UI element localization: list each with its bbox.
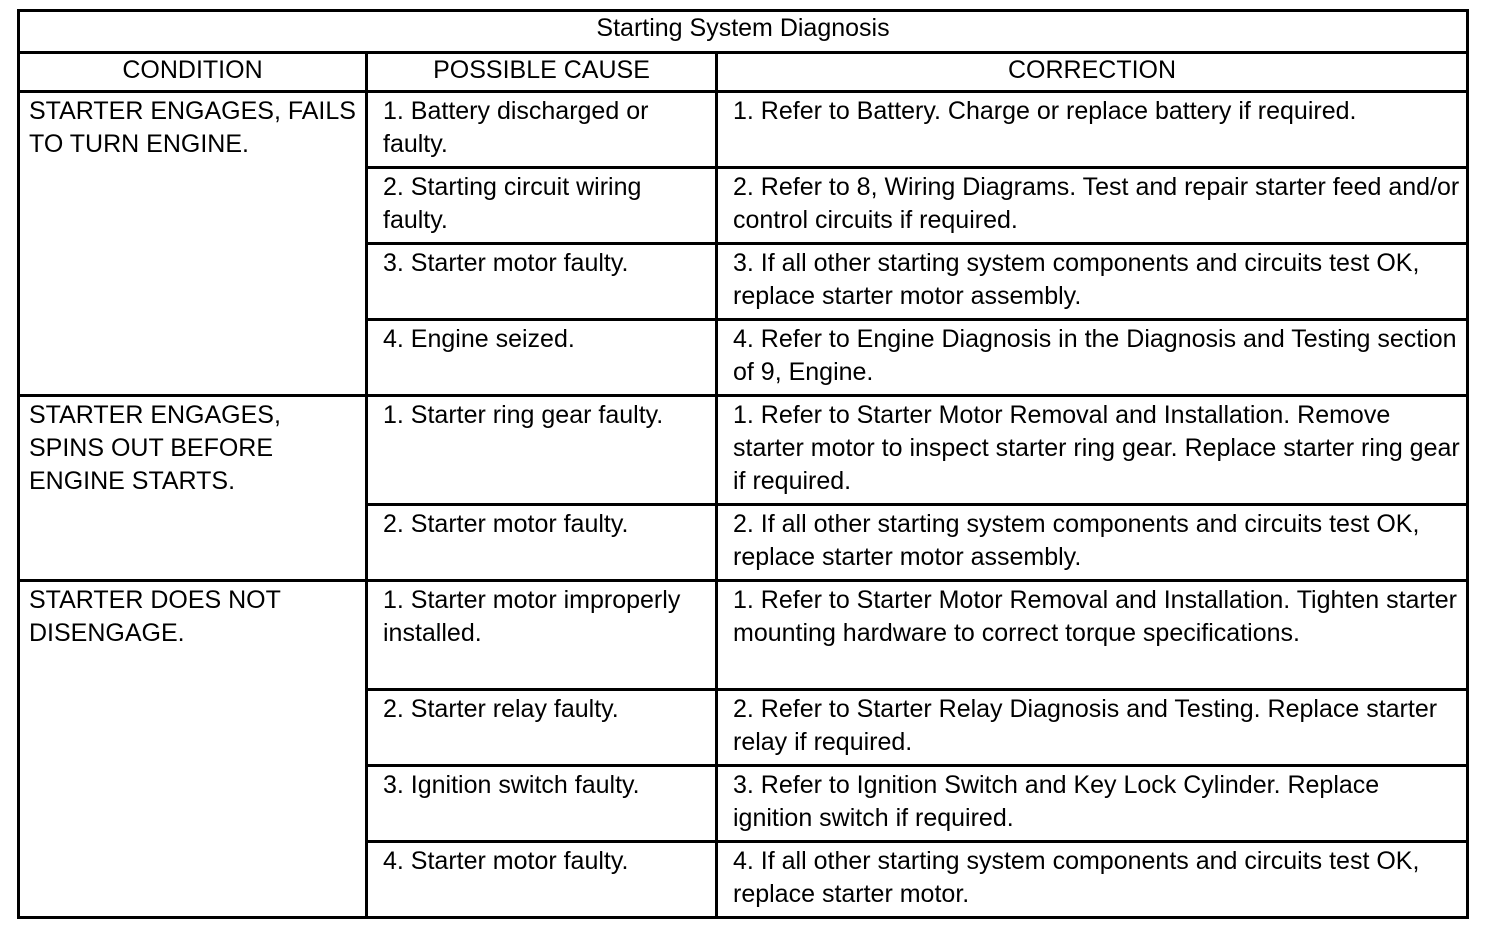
diagnosis-table — [17, 9, 1469, 919]
correction-cell: 3. If all other starting system components and circuits test OK, replace starter motor assembly. — [717, 244, 1468, 320]
cause-cell: 4. Starter motor faulty. — [367, 842, 717, 918]
correction-cell: 2. Refer to 8, Wiring Diagrams. Test and repair starter feed and/or control circuits if required. — [717, 168, 1468, 244]
condition-cell: STARTER ENGAGES, SPINS OUT BEFORE ENGINE STARTS. — [19, 396, 367, 581]
column-header-possible-cause: POSSIBLE CAUSE — [367, 53, 717, 92]
correction-cell: 2. Refer to Starter Relay Diagnosis and Testing. Replace starter relay if required. — [717, 690, 1468, 766]
correction-cell: 1. Refer to Starter Motor Removal and Installation. Remove starter motor to inspect starter ring gear. Replace starter ring gear if required. — [717, 396, 1468, 505]
correction-cell: 3. Refer to Ignition Switch and Key Lock Cylinder. Replace ignition switch if required. — [717, 766, 1468, 842]
cause-cell: 2. Starter relay faulty. — [367, 690, 717, 766]
cause-cell: 1. Battery discharged or faulty. — [367, 92, 717, 168]
cause-cell: 2. Starter motor faulty. — [367, 505, 717, 581]
cause-cell: 3. Ignition switch faulty. — [367, 766, 717, 842]
table-title: Starting System Diagnosis — [19, 11, 1468, 53]
correction-cell: 2. If all other starting system components and circuits test OK, replace starter motor assembly. — [717, 505, 1468, 581]
correction-cell: 1. Refer to Starter Motor Removal and Installation. Tighten starter mounting hardware to correct torque specifications. — [717, 581, 1468, 690]
condition-cell: STARTER ENGAGES, FAILS TO TURN ENGINE. — [19, 92, 367, 396]
condition-cell: STARTER DOES NOT DISENGAGE. — [19, 581, 367, 918]
cause-cell: 2. Starting circuit wiring faulty. — [367, 168, 717, 244]
cause-cell: 1. Starter motor improperly installed. — [367, 581, 717, 690]
column-header-condition: CONDITION — [19, 53, 367, 92]
column-header-correction: CORRECTION — [717, 53, 1468, 92]
table-row — [19, 581, 1468, 690]
cause-cell: 1. Starter ring gear faulty. — [367, 396, 717, 505]
correction-cell: 4. If all other starting system components and circuits test OK, replace starter motor. — [717, 842, 1468, 918]
table-row — [19, 92, 1468, 168]
correction-cell: 4. Refer to Engine Diagnosis in the Diagnosis and Testing section of 9, Engine. — [717, 320, 1468, 396]
cause-cell: 4. Engine seized. — [367, 320, 717, 396]
correction-cell: 1. Refer to Battery. Charge or replace battery if required. — [717, 92, 1468, 168]
cause-cell: 3. Starter motor faulty. — [367, 244, 717, 320]
table-row — [19, 396, 1468, 505]
